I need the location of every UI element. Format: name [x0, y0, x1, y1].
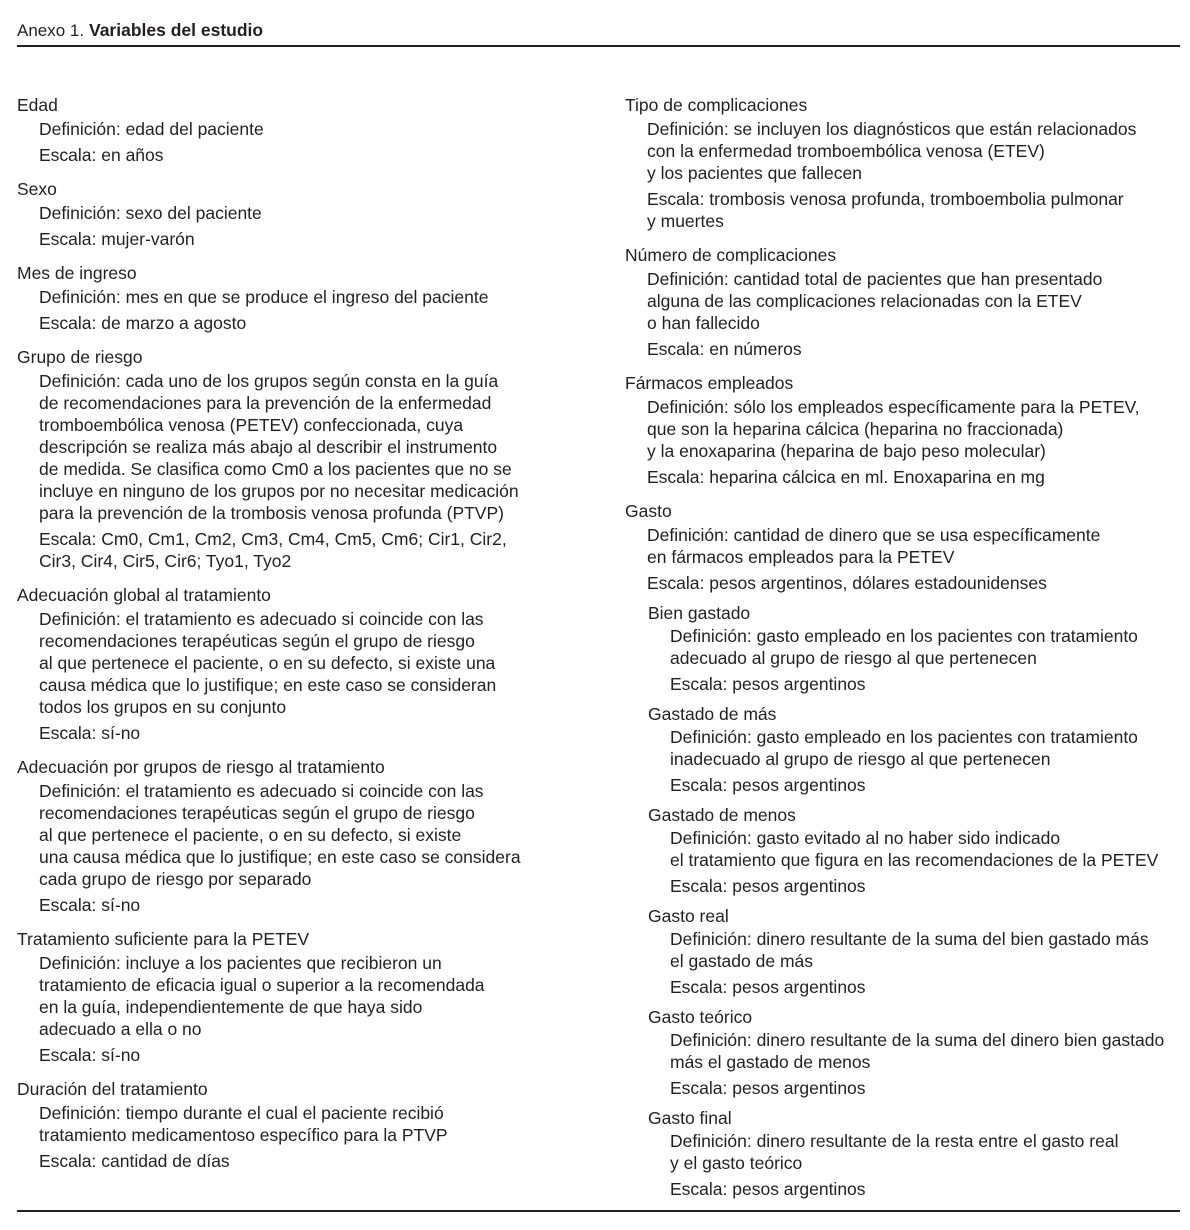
sub-variable-entry	[648, 703, 1185, 796]
text-line: Cir3, Cir4, Cir5, Cir6; Tyo1, Tyo2	[39, 551, 292, 571]
text-line: todos los grupos en su conjunto	[39, 697, 287, 717]
text-line: Escala: heparina cálcica en ml. Enoxaparina en mg	[647, 467, 1045, 487]
text-line: Escala: sí-no	[39, 895, 141, 915]
annex-label: Anexo 1.	[17, 21, 85, 40]
text-line: incluye en ninguno de los grupos por no necesitar medicación	[39, 481, 519, 501]
text-line: Definición: tiempo durante el cual el paciente recibió	[39, 1103, 444, 1123]
text-line: Escala: pesos argentinos	[670, 1078, 866, 1098]
text-line: Definición: dinero resultante de la suma del dinero bien gastado	[670, 1030, 1165, 1050]
variable-definition	[670, 625, 1185, 669]
text-line: en la guía, independientemente de que haya sido	[39, 997, 423, 1017]
text-line: Escala: trombosis venosa profunda, tromboembolia pulmonar	[647, 189, 1124, 209]
variable-scale	[39, 1044, 607, 1066]
variable-definition	[39, 780, 607, 890]
text-line: el tratamiento que figura en las recomendaciones de la PETEV	[670, 850, 1159, 870]
text-line: adecuado al grupo de riesgo al que pertenecen	[670, 648, 1037, 668]
text-line: Definición: cantidad de dinero que se usa específicamente	[647, 525, 1101, 545]
annex-header	[17, 20, 1180, 47]
text-line: Definición: sexo del paciente	[39, 203, 262, 223]
variable-scale	[670, 976, 1185, 998]
text-line: Definición: gasto evitado al no haber sido indicado	[670, 828, 1061, 848]
variable-scale	[39, 1150, 607, 1172]
variable-title: Gasto final	[648, 1108, 732, 1128]
text-line: Definición: cada uno de los grupos según consta en la guía	[39, 371, 499, 391]
variable-scale	[670, 1077, 1185, 1099]
variable-scale	[39, 312, 607, 334]
variable-title: Gasto real	[648, 906, 729, 926]
text-line: Definición: dinero resultante de la suma del bien gastado más	[670, 929, 1149, 949]
text-line: Escala: Cm0, Cm1, Cm2, Cm3, Cm4, Cm5, Cm6; Cir1, Cir2,	[39, 529, 507, 549]
text-line: una causa médica que lo justifique; en este caso se considera	[39, 847, 521, 867]
variable-definition	[39, 202, 607, 224]
variable-definition	[670, 928, 1185, 972]
variable-scale	[670, 774, 1185, 796]
text-line: Escala: pesos argentinos	[670, 977, 866, 997]
text-line: Definición: el tratamiento es adecuado si coincide con las	[39, 781, 484, 801]
text-line: Definición: incluye a los pacientes que recibieron un	[39, 953, 442, 973]
text-line: Escala: pesos argentinos	[670, 1179, 866, 1199]
variable-scale	[670, 673, 1185, 695]
text-line: descripción se realiza más abajo al describir el instrumento	[39, 437, 498, 457]
text-line: y los pacientes que fallecen	[647, 163, 862, 183]
text-line: adecuado a ella o no	[39, 1019, 202, 1039]
variable-entry	[17, 755, 607, 916]
variable-title: Adecuación por grupos de riesgo al tratamiento	[17, 757, 385, 777]
text-line: y el gasto teórico	[670, 1153, 803, 1173]
sub-variable-entry	[648, 602, 1185, 695]
text-line: recomendaciones terapéuticas según el grupo de riesgo	[39, 803, 475, 823]
variable-definition	[39, 608, 607, 718]
text-line: Definición: dinero resultante de la resta entre el gasto real	[670, 1131, 1119, 1151]
text-line: de recomendaciones para la prevención de la enfermedad	[39, 393, 492, 413]
text-line: Escala: cantidad de días	[39, 1151, 230, 1171]
text-line: tratamiento de eficacia igual o superior a la recomendada	[39, 975, 485, 995]
text-line: Escala: sí-no	[39, 723, 141, 743]
text-line: Definición: se incluyen los diagnósticos que están relacionados	[647, 119, 1137, 139]
text-line: causa médica que lo justifique; en este caso se consideran	[39, 675, 497, 695]
text-line: Definición: cantidad total de pacientes que han presentado	[647, 269, 1103, 289]
text-line: en fármacos empleados para la PETEV	[647, 547, 955, 567]
text-line: recomendaciones terapéuticas según el grupo de riesgo	[39, 631, 475, 651]
variable-entry	[625, 371, 1185, 488]
variable-entry	[625, 93, 1185, 232]
variable-definition	[647, 396, 1185, 462]
right-column	[625, 93, 1185, 1211]
variable-title: Tipo de complicaciones	[625, 95, 808, 115]
variable-title: Gasto teórico	[648, 1007, 753, 1027]
variable-definition	[670, 827, 1185, 871]
annex-title: Variables del estudio	[88, 20, 264, 40]
variable-entry	[625, 243, 1185, 360]
left-column	[17, 93, 607, 1183]
sub-variable-entry	[648, 1107, 1185, 1200]
variable-definition	[670, 726, 1185, 770]
text-line: o han fallecido	[647, 313, 760, 333]
variable-scale	[670, 1178, 1185, 1200]
variable-title: Mes de ingreso	[17, 263, 137, 283]
text-line: Definición: sólo los empleados específicamente para la PETEV,	[647, 397, 1140, 417]
text-line: de medida. Se clasifica como Cm0 a los pacientes que no se	[39, 459, 512, 479]
variable-title: Tratamiento suficiente para la PETEV	[17, 929, 310, 949]
variable-definition	[39, 952, 607, 1040]
variable-title: Gasto	[625, 501, 672, 521]
text-line: al que pertenece el paciente, o en su defecto, si existe una	[39, 653, 496, 673]
variable-title: Grupo de riesgo	[17, 347, 143, 367]
variable-title: Sexo	[17, 179, 57, 199]
variable-title: Gastado de menos	[648, 805, 796, 825]
variable-scale	[39, 722, 607, 744]
text-line: con la enfermedad tromboembólica venosa (ETEV)	[647, 141, 1045, 161]
variable-scale	[647, 466, 1185, 488]
text-line: Escala: en años	[39, 145, 164, 165]
text-line: Definición: gasto empleado en los pacientes con tratamiento	[670, 727, 1138, 747]
variable-entry	[17, 93, 607, 166]
variable-entry	[17, 1077, 607, 1172]
text-line: tromboembólica venosa (PETEV) confeccionada, cuya	[39, 415, 464, 435]
variable-entry	[17, 927, 607, 1066]
variable-definition	[670, 1029, 1185, 1073]
sub-variable-entry	[648, 804, 1185, 897]
variable-scale	[647, 188, 1185, 232]
text-line: cada grupo de riesgo por separado	[39, 869, 312, 889]
variable-definition	[39, 118, 607, 140]
variable-entry	[17, 345, 607, 572]
text-line: y muertes	[647, 211, 724, 231]
variable-scale	[39, 894, 607, 916]
text-line: que son la heparina cálcica (heparina no fraccionada)	[647, 419, 1064, 439]
variable-entry	[625, 499, 1185, 1200]
text-line: el gastado de más	[670, 951, 814, 971]
variable-title: Adecuación global al tratamiento	[17, 585, 271, 605]
sub-variable-entry	[648, 1006, 1185, 1099]
variable-definition	[670, 1130, 1185, 1174]
text-line: Escala: pesos argentinos	[670, 775, 866, 795]
variable-definition	[39, 370, 607, 524]
variable-scale	[647, 572, 1185, 594]
bottom-rule	[17, 1210, 1180, 1212]
text-line: Definición: el tratamiento es adecuado si coincide con las	[39, 609, 484, 629]
variable-entry	[17, 261, 607, 334]
text-line: Escala: pesos argentinos	[670, 674, 866, 694]
variable-title: Bien gastado	[648, 603, 751, 623]
text-line: alguna de las complicaciones relacionadas con la ETEV	[647, 291, 1082, 311]
text-line: Definición: edad del paciente	[39, 119, 264, 139]
text-line: al que pertenece el paciente, o en su defecto, si existe	[39, 825, 462, 845]
text-line: Escala: sí-no	[39, 1045, 141, 1065]
variable-title: Número de complicaciones	[625, 245, 837, 265]
text-line: Escala: de marzo a agosto	[39, 313, 247, 333]
text-line: más el gastado de menos	[670, 1052, 871, 1072]
variable-definition	[39, 286, 607, 308]
text-line: Escala: mujer-varón	[39, 229, 195, 249]
text-line: Definición: mes en que se produce el ingreso del paciente	[39, 287, 489, 307]
text-line: para la prevención de la trombosis venosa profunda (PTVP)	[39, 503, 504, 523]
variable-title: Gastado de más	[648, 704, 777, 724]
variable-definition	[647, 268, 1185, 334]
variable-title: Fármacos empleados	[625, 373, 794, 393]
variable-entry	[17, 583, 607, 744]
variable-entry	[17, 177, 607, 250]
text-line: Definición: gasto empleado en los pacientes con tratamiento	[670, 626, 1138, 646]
variable-title: Edad	[17, 95, 58, 115]
variable-definition	[647, 524, 1185, 568]
variable-title: Duración del tratamiento	[17, 1079, 208, 1099]
text-line: Escala: pesos argentinos, dólares estadounidenses	[647, 573, 1047, 593]
variable-scale	[39, 228, 607, 250]
text-line: y la enoxaparina (heparina de bajo peso molecular)	[647, 441, 1046, 461]
text-line: Escala: en números	[647, 339, 802, 359]
variable-scale	[670, 875, 1185, 897]
sub-variable-entry	[648, 905, 1185, 998]
variable-scale	[39, 528, 607, 572]
variable-definition	[39, 1102, 607, 1146]
text-line: Escala: pesos argentinos	[670, 876, 866, 896]
variable-scale	[647, 338, 1185, 360]
variable-definition	[647, 118, 1185, 184]
text-line: tratamiento medicamentoso específico para la PTVP	[39, 1125, 448, 1145]
variable-scale	[39, 144, 607, 166]
text-line: inadecuado al grupo de riesgo al que pertenecen	[670, 749, 1051, 769]
